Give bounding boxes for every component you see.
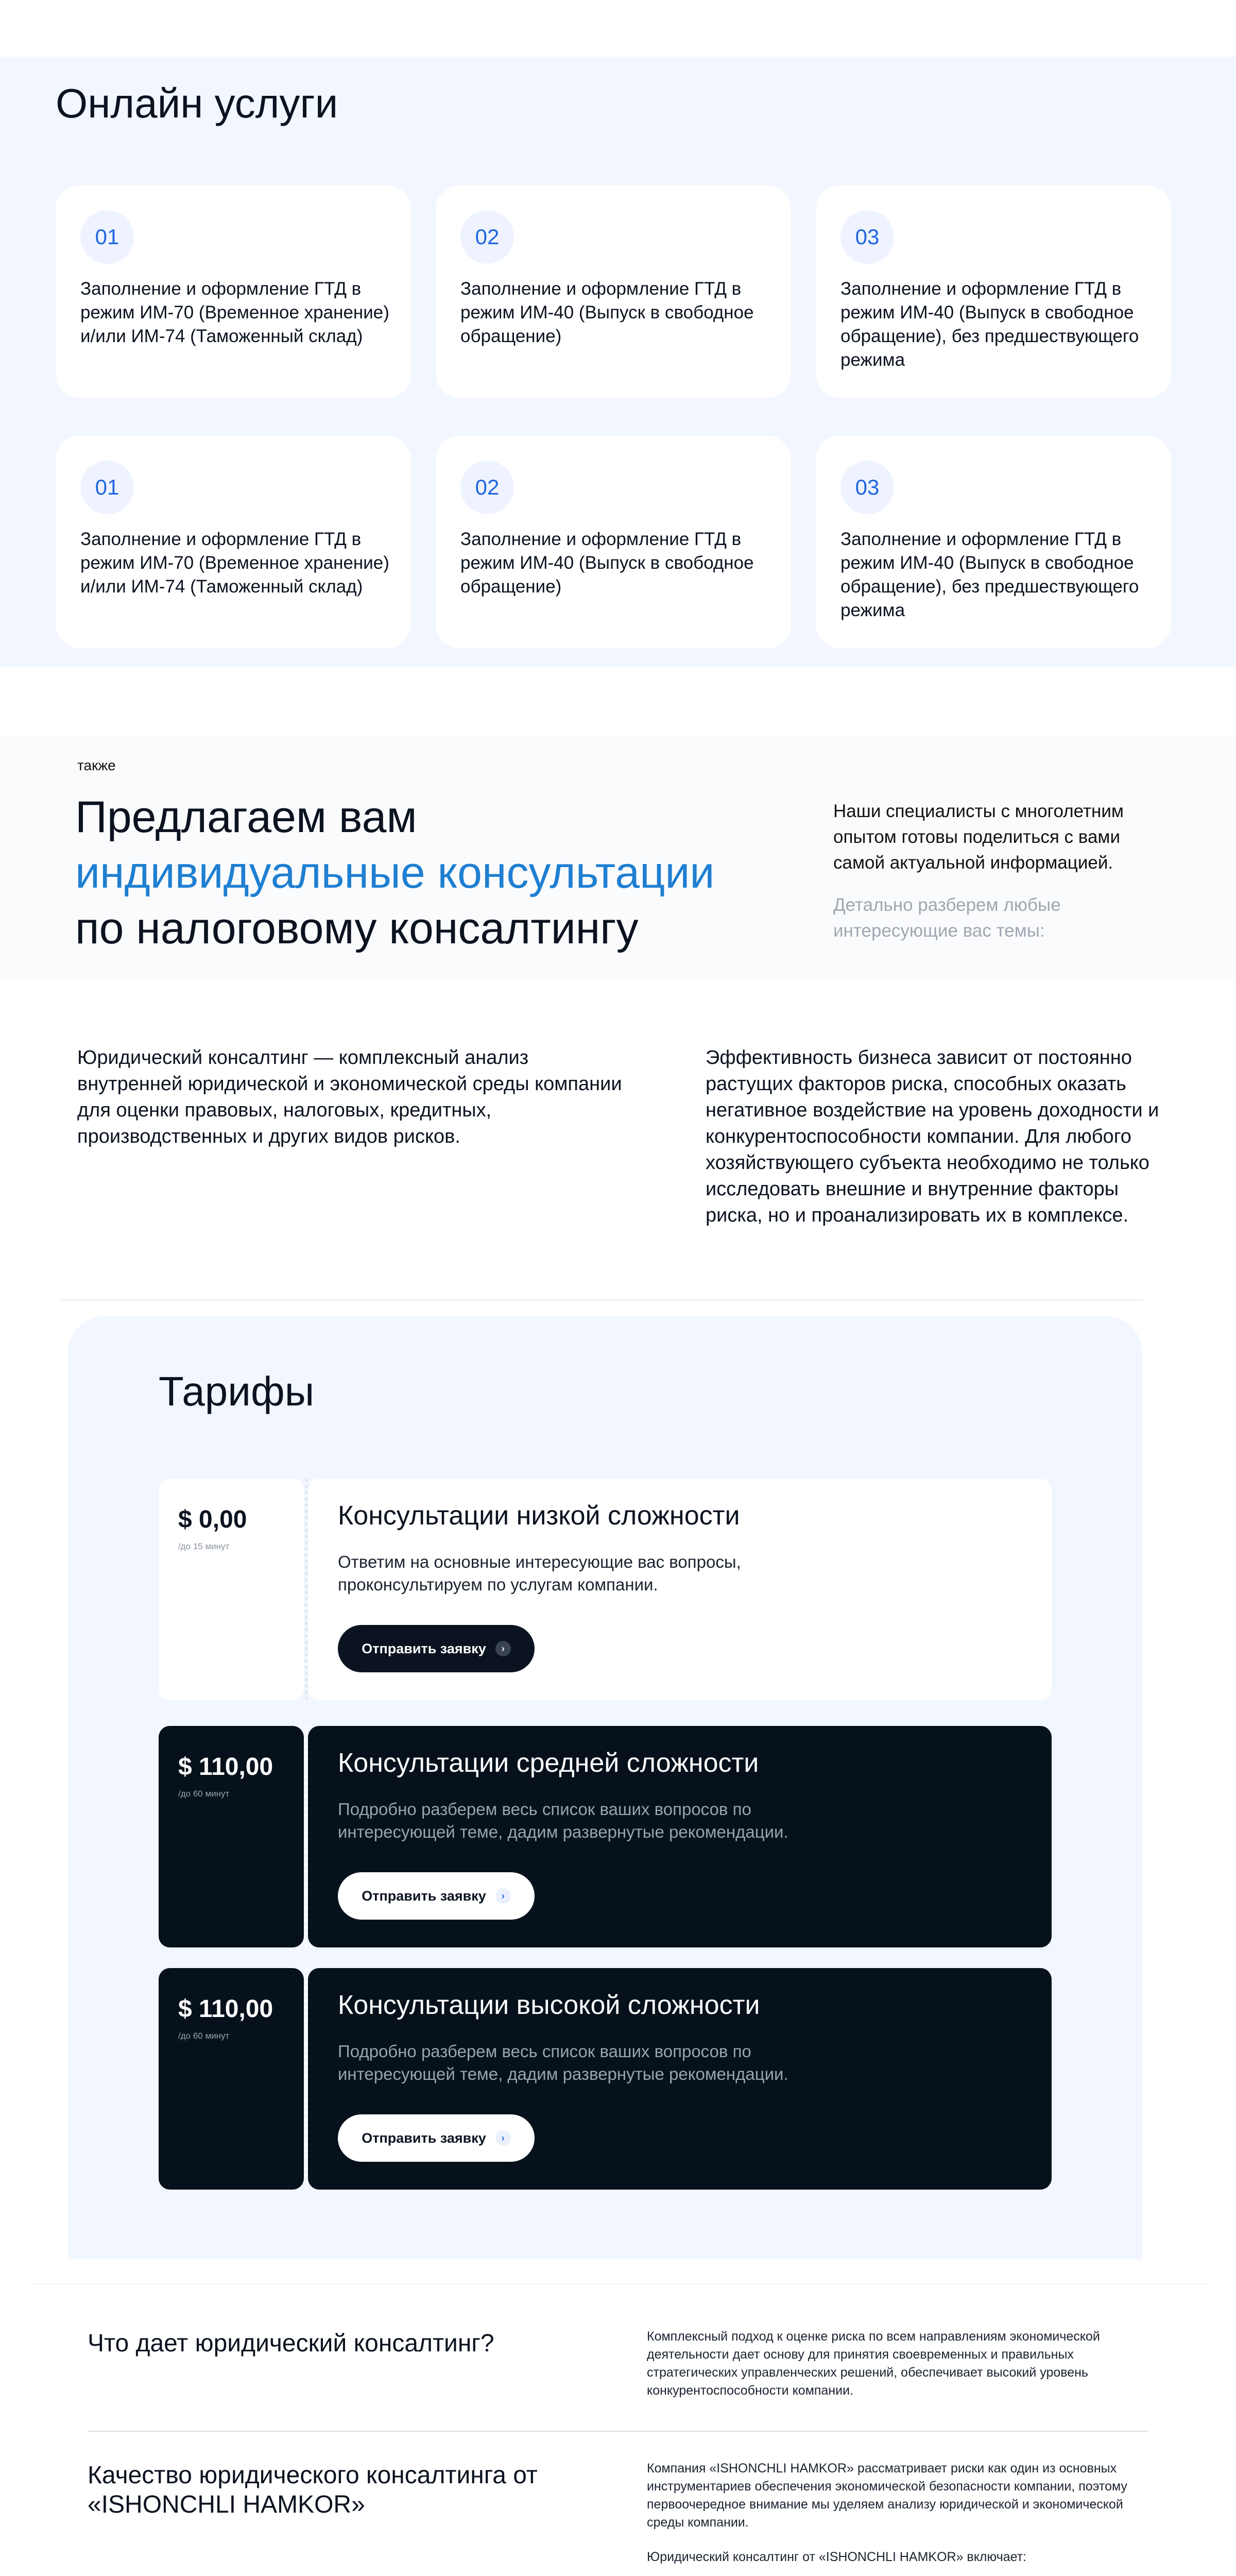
divider: [31, 2283, 1210, 2284]
tariff-price: $ 0,00: [178, 1506, 247, 1533]
tariff-body: [308, 1479, 1052, 1700]
service-card[interactable]: [56, 436, 411, 648]
service-card[interactable]: [436, 436, 791, 648]
service-number: 01: [80, 461, 134, 514]
service-card[interactable]: [816, 185, 1171, 398]
tariffs-title: Тарифы: [159, 1368, 315, 1414]
arrow-right-icon: ›: [495, 1888, 511, 1904]
button-label: Отправить заявку: [362, 1640, 486, 1656]
tariff-title: Консультации низкой сложности: [338, 1501, 740, 1531]
tariff-price: $ 110,00: [178, 1753, 273, 1781]
tariffs-section: [68, 1316, 1142, 2259]
intro-heading-line3: по налоговому консалтингу: [75, 904, 639, 953]
tariff-title: Консультации средней сложности: [338, 1748, 759, 1778]
send-request-button[interactable]: [338, 1625, 535, 1672]
tariff-body: [308, 1968, 1052, 2190]
tariff-duration: /до 15 минут: [178, 1541, 230, 1551]
consulting-intro-section: [0, 737, 1236, 979]
online-services-section: [0, 57, 1236, 667]
service-number: 03: [840, 461, 894, 514]
send-request-button[interactable]: [338, 1872, 535, 1920]
send-request-button[interactable]: [338, 2114, 535, 2162]
divider: [88, 2431, 1148, 2432]
faq-answer: [647, 2460, 1157, 2576]
paragraph-right: Эффективность бизнеса зависит от постоянно растущих факторов риска, способных оказать негативное воздействие на уровень доходности и конкурентоспособности компании. Для любого хозяйствующего субъекта необходимо не только исследовать внешние и внутренние факторы риска, но и проанализировать их в комплексе.: [706, 1047, 1159, 1226]
intro-heading: [75, 789, 714, 956]
tariff-description: Подробно разберем весь список ваших вопросов по интересующей теме, дадим развернутые рекомендации.: [338, 1800, 788, 1841]
faq-question: Качество юридического консалтинга от «ISHONCHLI HAMKOR»: [88, 2462, 538, 2518]
section-tag: также: [77, 757, 116, 773]
service-number: 03: [840, 210, 894, 264]
paragraph-left: Юридический консалтинг — комплексный анализ внутренней юридической и экономической среды компании для оценки правовых, налоговых, кредитных, производственных и других видов рисков.: [77, 1047, 622, 1147]
tariff-price-block: [159, 1479, 304, 1700]
arrow-right-icon: ›: [495, 2130, 511, 2146]
tariff-duration: /до 60 минут: [178, 1789, 230, 1799]
faq-paragraph: Компания «ISHONCHLI HAMKOR» рассматривает риски как один из основных инструментариев обеспечения экономической безопасности компании, поэтому первоочередное внимание мы уделяем анализу юридической и экономической среды компании.: [647, 2461, 1127, 2530]
divider: [62, 1299, 1143, 1300]
tariff-price: $ 110,00: [178, 1995, 273, 2023]
service-text: Заполнение и оформление ГТД в режим ИМ-40 (Выпуск в свободное обращение), без предшествующего режима: [840, 279, 1139, 370]
tariff-duration: /до 60 минут: [178, 2031, 230, 2041]
intro-heading-line1: Предлагаем вам: [75, 792, 417, 842]
tariff-price-block: [159, 1968, 304, 2190]
service-number: 02: [460, 461, 514, 514]
faq-answer: Комплексный подход к оценке риска по всем направлениям экономической деятельности дает основу для принятия своевременных и правильных стратегических управленческих решений, обеспечивает высокий уровень конкурентоспособности компании.: [647, 2329, 1100, 2398]
service-text: Заполнение и оформление ГТД в режим ИМ-70 (Временное хранение) и/или ИМ-74 (Таможенный склад): [80, 529, 389, 597]
service-number: 02: [460, 210, 514, 264]
service-text: Заполнение и оформление ГТД в режим ИМ-70 (Временное хранение) и/или ИМ-74 (Таможенный склад): [80, 279, 389, 346]
tariff-description: Ответим на основные интересующие вас вопросы, проконсультируем по услугам компании.: [338, 1552, 741, 1594]
intro-description: Наши специалисты с многолетним опытом готовы поделиться с вами самой актуальной информацией.: [833, 801, 1124, 873]
service-text: Заполнение и оформление ГТД в режим ИМ-40 (Выпуск в свободное обращение): [460, 529, 754, 597]
intro-subdescription: Детально разберем любые интересующие вас темы:: [833, 895, 1061, 941]
button-label: Отправить заявку: [362, 1888, 486, 1904]
service-card[interactable]: [436, 185, 791, 398]
tariff-body: [308, 1726, 1052, 1947]
intro-heading-accent: индивидуальные консультации: [75, 848, 715, 897]
tariff-price-block: [159, 1726, 304, 1947]
faq-question: Что дает юридический консалтинг?: [88, 2330, 494, 2357]
tariff-description: Подробно разберем весь список ваших вопросов по интересующей теме, дадим развернутые рекомендации.: [338, 2042, 788, 2083]
button-label: Отправить заявку: [362, 2130, 486, 2146]
service-text: Заполнение и оформление ГТД в режим ИМ-40 (Выпуск в свободное обращение): [460, 279, 754, 346]
service-number: 01: [80, 210, 134, 264]
services-title: Онлайн услуги: [56, 80, 338, 126]
service-text: Заполнение и оформление ГТД в режим ИМ-40 (Выпуск в свободное обращение), без предшествующего режима: [840, 529, 1139, 620]
arrow-right-icon: ›: [495, 1641, 511, 1656]
faq-paragraph: Юридический консалтинг от «ISHONCHLI HAMKOR» включает:: [647, 2550, 1027, 2564]
service-card[interactable]: [816, 436, 1171, 648]
tariff-title: Консультации высокой сложности: [338, 1990, 760, 2020]
service-card[interactable]: [56, 185, 411, 398]
